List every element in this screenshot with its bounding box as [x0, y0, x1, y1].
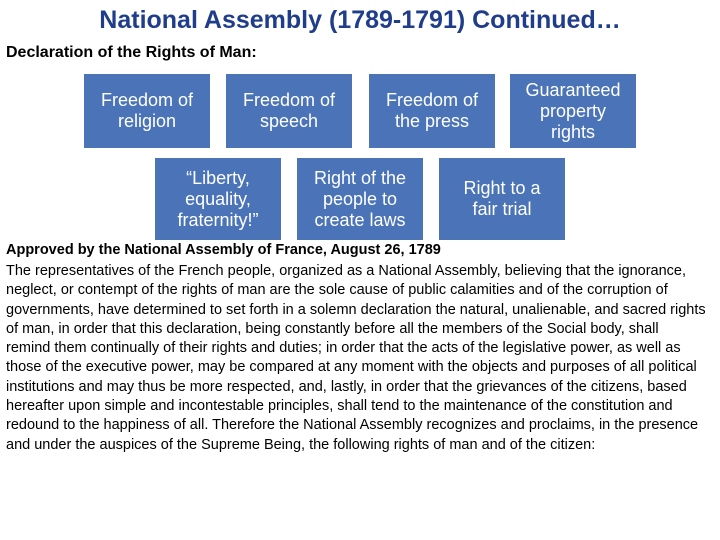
slide-subtitle: Declaration of the Rights of Man:: [6, 44, 257, 61]
slide-title: National Assembly (1789-1791) Continued…: [99, 6, 621, 34]
box-freedom-of-speech: [226, 74, 352, 148]
box-right-to-fair-trial: [439, 158, 565, 240]
box-label: Right of the people to create laws: [313, 167, 407, 230]
box-label: Freedom of the press: [385, 90, 479, 131]
box-label: Freedom of religion: [100, 90, 194, 131]
box-label: “Liberty, equality, fraternity!”: [177, 167, 259, 230]
box-label: Freedom of speech: [242, 90, 336, 131]
box-right-to-create-laws: [297, 158, 423, 240]
box-property-rights: [510, 74, 636, 148]
box-liberty-equality-fraternity: [155, 158, 281, 240]
box-label: Right to a fair trial: [463, 178, 541, 219]
declaration-preamble: The representatives of the French people, organized as a National Assembly, believing that the ignorance, neglect, or contempt of the rights of man are the sole cause of public calamities and of the corruption of governments, have determined to set forth in a solemn declaration the natural, unalienable, and sacred rights of man, in order that this declaration, being constantly before all the members of the Social body, shall remind them continually of their rights and duties; in order that the acts of the legislative power, as well as those of the executive power, may be compared at any moment with the objects and purposes of all political institutions and may thus be more respected, and, lastly, in order that the grievances of the citizens, based hereafter upon simple and incontestable principles, shall tend to the maintenance of the constitution and redound to the happiness of all. Therefore the National Assembly recognizes and proclaims, in the presence and under the auspices of the Supreme Being, the following rights of man and of the citizen:: [6, 263, 706, 453]
box-freedom-of-press: [369, 74, 495, 148]
box-label: Guaranteed property rights: [525, 79, 621, 142]
box-freedom-of-religion: [84, 74, 210, 148]
declaration-heading: Approved by the National Assembly of France, August 26, 1789: [6, 242, 441, 258]
